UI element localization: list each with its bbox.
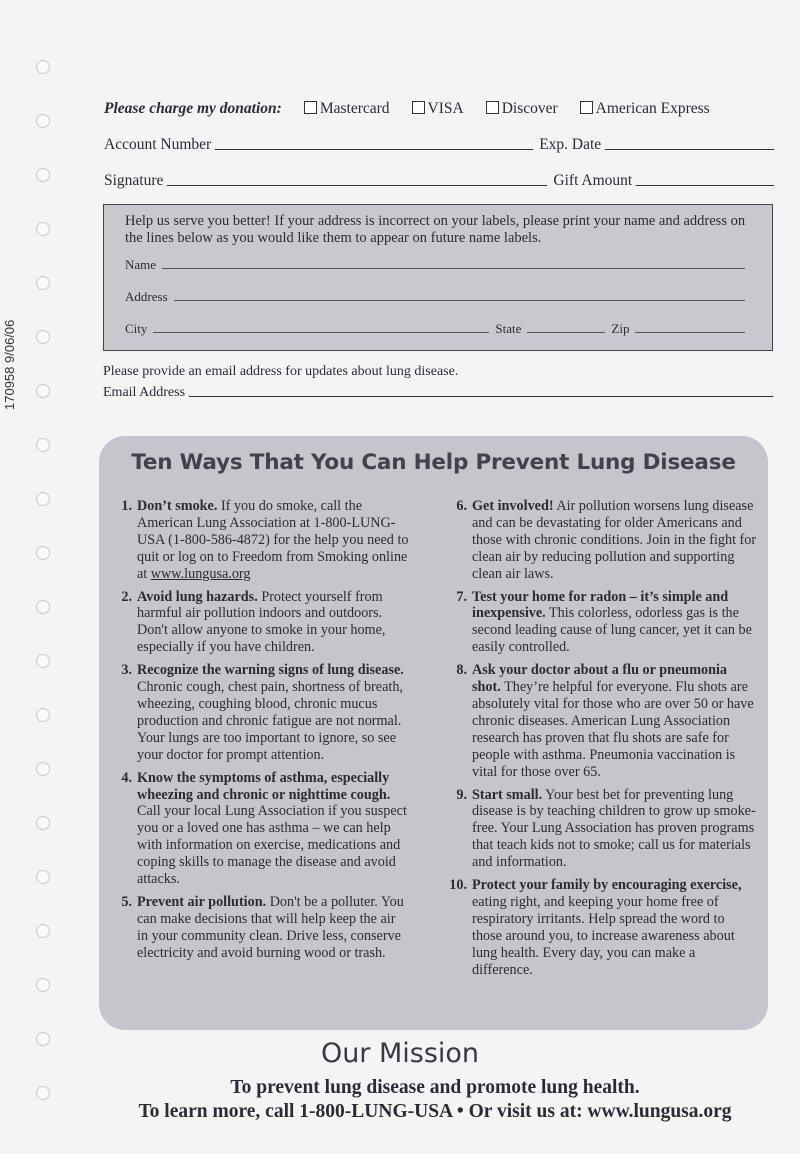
state-field[interactable] bbox=[527, 331, 605, 333]
contact-line[interactable]: To learn more, call 1-800-LUNG-USA • Or visit us at: www.lungusa.org bbox=[138, 1101, 732, 1122]
binder-hole bbox=[36, 330, 50, 344]
account-row bbox=[104, 136, 774, 154]
address-field[interactable] bbox=[174, 299, 745, 301]
binder-hole bbox=[36, 978, 50, 992]
binder-hole bbox=[36, 600, 50, 614]
tip-text: Protect yourself from harmful air pollution indoors and outdoors. Don't allow anyone to smoke in your home, especially if you have children. bbox=[137, 588, 386, 656]
charge-label: Please charge my donation: bbox=[104, 100, 282, 117]
tip-heading: Avoid lung hazards. bbox=[137, 588, 258, 605]
tip-text: Your best bet for preventing lung disease is by teaching children to grow up smoke-free. Your Lung Association has proven programs that teach kids not to smoke; call us for materials and information. bbox=[472, 786, 756, 871]
tip-heading: Get involved! bbox=[472, 498, 554, 514]
tip-item: 7. Test your home for radon – it’s simple and inexpensive. This colorless, odorless gas is the second leading cause of lung cancer, yet it can be easily controlled. bbox=[456, 588, 752, 656]
tip-heading: Know the symptoms of asthma, especially wheezing and chronic or nighttime cough. bbox=[137, 769, 391, 803]
binder-hole bbox=[36, 114, 50, 128]
tip-item: 1. Don’t smoke. If you do smoke, call the American Lung Association at 1-800-LUNG-USA (1-800-586-4872) for the help you need to quit or log on to Freedom from Smoking online at www.lungusa.org bbox=[121, 498, 409, 582]
state-label: State bbox=[495, 321, 522, 336]
name-row bbox=[125, 257, 745, 273]
address-update-box bbox=[103, 204, 773, 351]
binder-hole bbox=[36, 492, 50, 506]
binder-hole bbox=[36, 438, 50, 452]
tip-item: 8. Ask your doctor about a flu or pneumonia shot. They’re helpful for everyone. Flu shots are absolutely vital for those who are over 50 or have chronic diseases. American Lung Association research has proven that flu shots are safe for people with asthma. Pneumonia vaccination is vital for those over 65. bbox=[456, 662, 754, 780]
checkbox-mastercard[interactable] bbox=[304, 101, 317, 114]
city-label: City bbox=[125, 321, 148, 336]
tips-column-right bbox=[445, 498, 757, 984]
tip-heading: Start small. bbox=[472, 786, 543, 803]
binder-hole bbox=[36, 654, 50, 668]
signature-field[interactable] bbox=[167, 184, 547, 186]
account-number-field[interactable] bbox=[215, 148, 533, 150]
website-link[interactable]: www.lungusa.org bbox=[150, 565, 251, 582]
city-field[interactable] bbox=[153, 331, 489, 333]
signature-label: Signature bbox=[104, 172, 164, 189]
name-label: Name bbox=[125, 257, 157, 272]
account-number-label: Account Number bbox=[104, 136, 212, 153]
binder-hole bbox=[36, 816, 50, 830]
tip-item: 9. Start small. Your best bet for preventing lung disease is by teaching children to grow up smoke-free. Your Lung Association has proven programs that teach kids not to smoke; call us for materials and information. bbox=[456, 786, 756, 871]
gift-amount-label: Gift Amount bbox=[553, 172, 633, 189]
binder-hole bbox=[36, 762, 50, 776]
binder-hole bbox=[36, 546, 50, 560]
tip-heading: Don’t smoke. bbox=[137, 498, 218, 514]
email-label: Email Address bbox=[103, 385, 186, 400]
tip-item: 10. Protect your family by encouraging exercise, eating right, and keeping your home free of respiratory irritants. Help spread the word to those around you, to increase awareness about lung health. Every day, you can make a difference. bbox=[449, 877, 742, 978]
zip-field[interactable] bbox=[635, 331, 745, 333]
gift-amount-field[interactable] bbox=[636, 184, 774, 186]
tip-item: 3. Recognize the warning signs of lung disease. Chronic cough, chest pain, shortness of breath, wheezing, coughing blood, chronic mucus production and chronic fatigue are not normal. Your lungs are too important to ignore, so see your doctor for prompt attention. bbox=[121, 662, 404, 763]
checkbox-visa[interactable] bbox=[412, 101, 425, 114]
option-discover[interactable]: Discover bbox=[486, 100, 558, 118]
tips-title: Ten Ways That You Can Help Prevent Lung Disease bbox=[131, 450, 736, 475]
mission-statement: To prevent lung disease and promote lung health. bbox=[230, 1077, 640, 1098]
tip-text: Chronic cough, chest pain, shortness of breath, wheezing, coughing blood, chronic mucus production and chronic fatigue are not normal. Your lungs are too important to ignore, so see your doctor for prompt attention. bbox=[137, 679, 403, 763]
tip-item: 6. Get involved! Air pollution worsens lung disease and can be devastating for older Americans and those with chronic conditions. Join in the fight for clean air by reducing pollution and supporting clean air laws. bbox=[456, 498, 757, 582]
binder-hole bbox=[36, 870, 50, 884]
binder-holes bbox=[36, 60, 54, 1150]
zip-label: Zip bbox=[611, 321, 630, 336]
binder-hole bbox=[36, 276, 50, 290]
tip-item: 4. Know the symptoms of asthma, especially wheezing and chronic or nighttime cough. Call your local Lung Association if you suspect you or a loved one has asthma – we can help with information on exercise, medications and coping skills to manage the disease and avoid attacks. bbox=[121, 769, 407, 888]
tip-item: 5. Prevent air pollution. Don't be a polluter. You can make decisions that will help keep the air in your community clean. Drive less, conserve electricity and avoid burning wood or trash. bbox=[121, 893, 404, 961]
binder-hole bbox=[36, 222, 50, 236]
binder-hole bbox=[36, 60, 50, 74]
tip-text: If you do smoke, call the American Lung Association at 1-800-LUNG-USA (1-800-586-4872) for the help you need to quit or log on to Freedom from Smoking online at bbox=[137, 498, 409, 582]
tip-heading: Prevent air pollution. bbox=[137, 893, 267, 910]
binder-hole bbox=[36, 924, 50, 938]
name-field[interactable] bbox=[162, 267, 745, 269]
option-mastercard[interactable]: Mastercard bbox=[304, 100, 390, 118]
tip-item: 2. Avoid lung hazards. Protect yourself from harmful air pollution indoors and outdoors. Don't allow anyone to smoke in your home, especially if you have children. bbox=[121, 588, 386, 656]
email-field[interactable] bbox=[189, 395, 773, 397]
tip-text: They’re helpful for everyone. Flu shots are absolutely vital for those who are over 50 or have chronic diseases. American Lung Association research has proven that flu shots are safe for people with asthma. Pneumonia vaccination is vital for those over 65. bbox=[472, 679, 754, 780]
tip-text: Don't be a polluter. You can make decisions that will help keep the air in your community clean. Drive less, conserve electricity and avoid burning wood or trash. bbox=[137, 893, 404, 961]
tip-text: eating right, and keeping your home free of respiratory irritants. Help spread the word to those around you, to increase awareness about lung health. Every day, you can make a difference. bbox=[472, 893, 735, 978]
tip-text: This colorless, odorless gas is the second leading cause of lung cancer, yet it can be easily controlled. bbox=[472, 605, 752, 656]
address-intro-text: Help us serve you better! If your address is incorrect on your labels, please print your name and address on the lines below as you would like them to appear on future name labels. bbox=[125, 213, 746, 246]
payment-method-row bbox=[104, 100, 774, 118]
side-code-number: 170958 bbox=[2, 366, 17, 410]
tips-column-left bbox=[110, 498, 410, 968]
binder-hole bbox=[36, 384, 50, 398]
tip-text: Call your local Lung Association if you suspect you or a loved one has asthma – we can help with information on exercise, medications and coping skills to manage the disease and avoid attacks. bbox=[137, 803, 407, 888]
option-american-express[interactable]: American Express bbox=[580, 100, 710, 118]
tip-heading: Ask your doctor about a flu or pneumonia shot. bbox=[472, 662, 728, 696]
email-prompt: Please provide an email address for updates about lung disease. bbox=[103, 364, 459, 379]
binder-hole bbox=[36, 708, 50, 722]
address-label: Address bbox=[125, 289, 168, 304]
checkbox-american-express[interactable] bbox=[580, 101, 593, 114]
tips-panel bbox=[99, 436, 768, 1030]
city-state-zip-row bbox=[125, 321, 745, 337]
signature-row bbox=[104, 172, 774, 190]
side-print-code bbox=[2, 50, 22, 410]
option-visa[interactable]: VISA bbox=[412, 100, 464, 118]
address-row bbox=[125, 289, 745, 305]
exp-date-field[interactable] bbox=[605, 148, 774, 150]
tip-heading: Recognize the warning signs of lung disease. bbox=[137, 662, 404, 679]
tip-heading: Protect your family by encouraging exercise, bbox=[472, 877, 742, 894]
binder-hole bbox=[36, 168, 50, 182]
tip-text: Air pollution worsens lung disease and can be devastating for older Americans and those with chronic conditions. Join in the fight for clean air by reducing pollution and supporting clean air laws. bbox=[472, 498, 757, 582]
mission-title: Our Mission bbox=[320, 1038, 480, 1069]
exp-date-label: Exp. Date bbox=[539, 136, 602, 153]
checkbox-discover[interactable] bbox=[486, 101, 499, 114]
tip-heading: Test your home for radon – it’s simple and inexpensive. bbox=[472, 588, 729, 622]
email-row bbox=[103, 385, 773, 401]
side-code-date: 9/06/06 bbox=[2, 319, 17, 363]
